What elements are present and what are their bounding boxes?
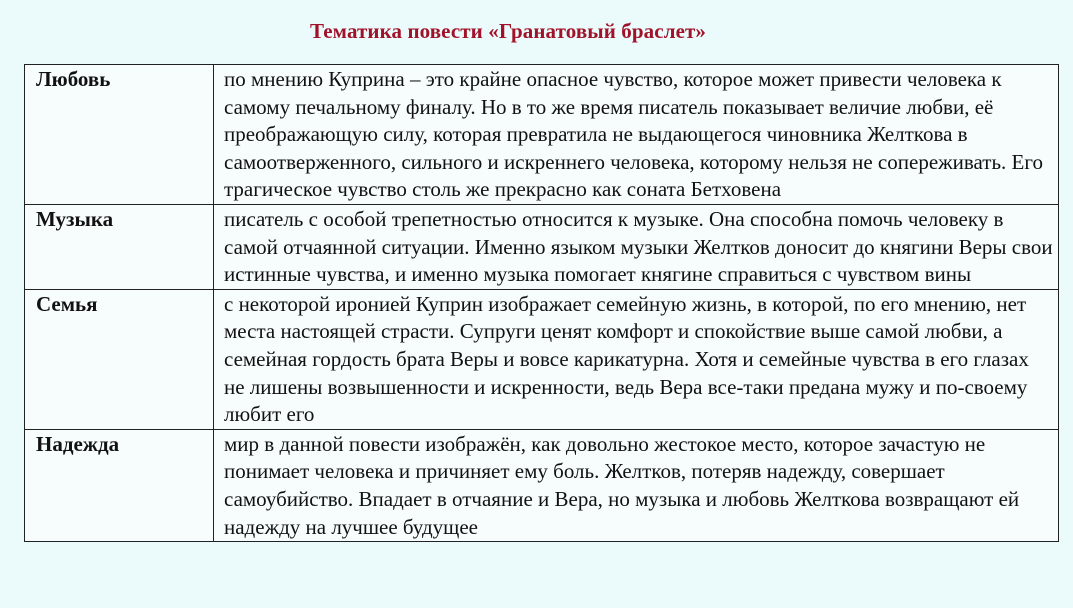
topic-term: Надежда [25,429,214,541]
topic-description: по мнению Куприна – это крайне опасное чувство, которое может привести человека к самому печальному финалу. Но в то же время писатель показывает величие любви, её преображающую силу, которая превратила не выдающегося чиновника Желткова в самоотверженного, сильного и искреннего человека, которому нельзя не сопереживать. Его трагическое чувство столь же прекрасно как соната Бетховена [214,65,1059,205]
topic-term: Любовь [25,65,214,205]
topic-description: с некоторой иронией Куприн изображает семейную жизнь, в которой, по его мнению, нет места настоящей страсти. Супруги ценят комфорт и спокойствие выше самой любви, а семейная гордость брата Веры и вовсе карикатурна. Хотя и семейные чувства в его глазах не лишены возвышенности и искренности, ведь Вера все-таки предана мужу и по-своему любит его [214,289,1059,429]
table-row [25,289,1059,429]
table-row [25,65,1059,205]
topic-term: Музыка [25,204,214,289]
topic-description: писатель с особой трепетностью относится к музыке. Она способна помочь человеку в самой отчаянной ситуации. Именно языком музыки Желтков доносит до княгини Веры свои истинные чувства, и именно музыка помогает княгине справиться с чувством вины [214,204,1059,289]
table-row [25,429,1059,541]
topic-description: мир в данной повести изображён, как довольно жестокое место, которое зачастую не понимает человека и причиняет ему боль. Желтков, потеряв надежду, совершает самоубийство. Впадает в отчаяние и Вера, но музыка и любовь Желткова возвращают ей надежду на лучшее будущее [214,429,1059,541]
topic-term: Семья [25,289,214,429]
topics-table [24,64,1059,542]
page-title: Тематика повести «Гранатовый браслет» [309,19,707,43]
table-row [25,204,1059,289]
